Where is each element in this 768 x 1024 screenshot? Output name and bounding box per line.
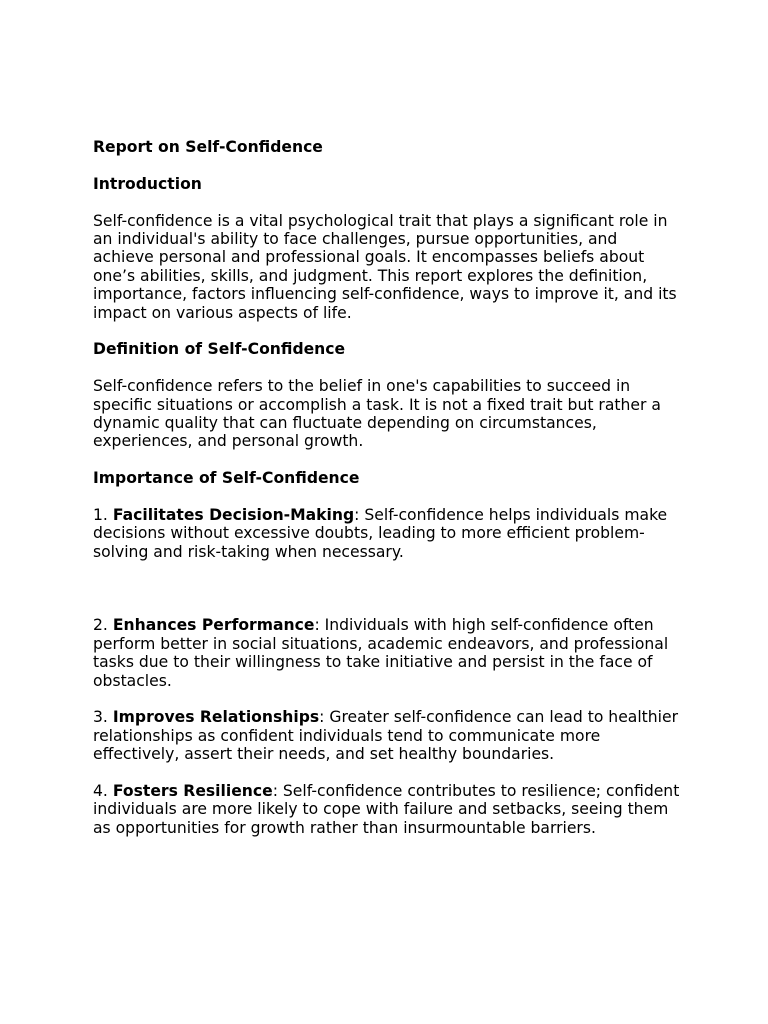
- item-text: : Individuals with high self-confidence often perform better in social situations, academic endeavors, and professional tasks due to their willingness to take initiative and persist in the face of obstacles.: [93, 616, 669, 690]
- blank-space: [93, 580, 683, 617]
- item-text: : Greater self-confidence can lead to healthier relationships as confident individuals tend to communicate more effectively, assert their needs, and set healthy boundaries.: [93, 708, 679, 764]
- definition-paragraph: Self-confidence refers to the belief in one's capabilities to succeed in specific situations or accomplish a task. It is not a fixed trait but rather a dynamic quality that can fluctuate depending on circumstances, experiences, and personal growth.: [93, 377, 661, 451]
- importance-item-4: [93, 782, 683, 837]
- importance-item-3: [93, 708, 683, 763]
- item-label: Enhances Performance: [112, 616, 315, 635]
- introduction-heading: Introduction: [93, 174, 202, 193]
- importance-item-1: [93, 506, 683, 561]
- item-number: 2.: [93, 616, 108, 635]
- introduction-paragraph: Self-confidence is a vital psychological trait that plays a significant role in an individual's ability to face challenges, pursue opportunities, and achieve personal and professional goals. It encompasses beliefs about one’s abilities, skills, and judgment. This report explores the definition, importance, factors influencing self-confidence, ways to improve it, and its impact on various aspects of life.: [93, 211, 677, 322]
- document-title: Report on Self-Confidence: [93, 138, 323, 156]
- item-label: Fosters Resilience: [112, 782, 273, 801]
- importance-heading: Importance of Self-Confidence: [93, 469, 360, 488]
- importance-item-2: [93, 616, 683, 690]
- item-text: : Self-confidence helps individuals make decisions without excessive doubts, leading to more efficient problem-solving and risk-taking when necessary.: [93, 506, 668, 561]
- document-page: [93, 138, 683, 856]
- item-label: Improves Relationships: [112, 708, 320, 727]
- definition-heading: Definition of Self-Confidence: [93, 340, 346, 359]
- item-text: : Self-confidence contributes to resilience; confident individuals are more likely to cope with failure and setbacks, seeing them as opportunities for growth rather than insurmountable barriers.: [93, 782, 680, 837]
- item-number: 4.: [93, 782, 108, 801]
- item-number: 3.: [93, 708, 108, 727]
- item-label: Facilitates Decision-Making: [112, 506, 355, 525]
- item-number: 1.: [93, 506, 108, 525]
